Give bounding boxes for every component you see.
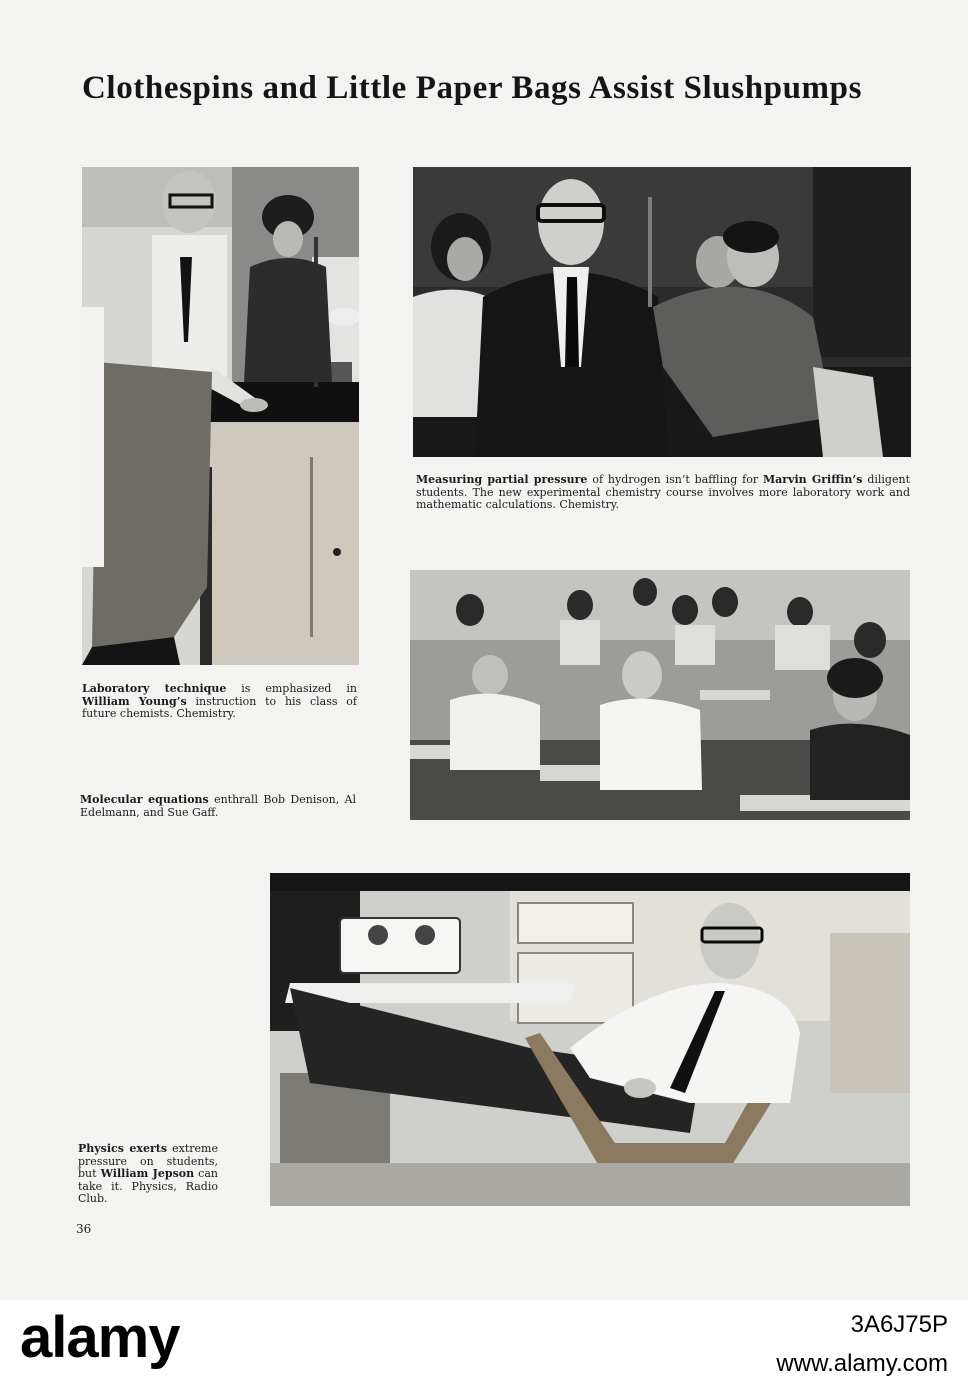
caption-physics [78,1143,218,1206]
photo-marvin-griffin [413,167,911,457]
caption-text: diligent students. The new experimental chemistry course involves more laboratory work and mathematic calculations. Chemistry. [416,473,910,511]
caption-bold-name: Marvin Griffin’s [762,473,863,486]
brand-logo: alamy [20,1305,180,1370]
caption-text: of hydrogen isn’t baffling for [587,473,763,486]
photo-laboratory-technique [82,167,359,665]
caption-bold-name: William Jepson [100,1167,195,1180]
caption-bold-lead: Molecular equations [80,793,209,806]
caption-bold-name: William Young’s [82,694,187,708]
caption-marvin-griffin [416,474,910,512]
page-number: 36 [76,1222,92,1236]
caption-text: is emphasized in [226,682,358,695]
caption-bold-lead: Physics exerts [78,1142,168,1155]
caption-text: enthrall Bob Denison, Al Edelmann, and Sue Gaff. [80,793,356,819]
caption-bold-lead: Laboratory technique [82,682,227,695]
site-url: www.alamy.com [776,1350,948,1377]
caption-text: extreme pressure on students, but [78,1142,218,1180]
photo-molecular-equations-classroom [410,570,910,820]
photo-william-jepson [270,873,910,1206]
image-id: 3A6J75P [850,1311,948,1338]
caption-laboratory-technique [82,683,357,721]
caption-text: instruction to his class of future chemists. Chemistry. [82,694,358,720]
caption-text: can take it. Physics, Radio Club. [78,1167,218,1205]
caption-bold-lead: Measuring partial pressure [416,473,588,486]
caption-molecular-equations [80,794,356,819]
page-headline: Clothespins and Little Paper Bags Assist Slushpumps [82,70,863,106]
